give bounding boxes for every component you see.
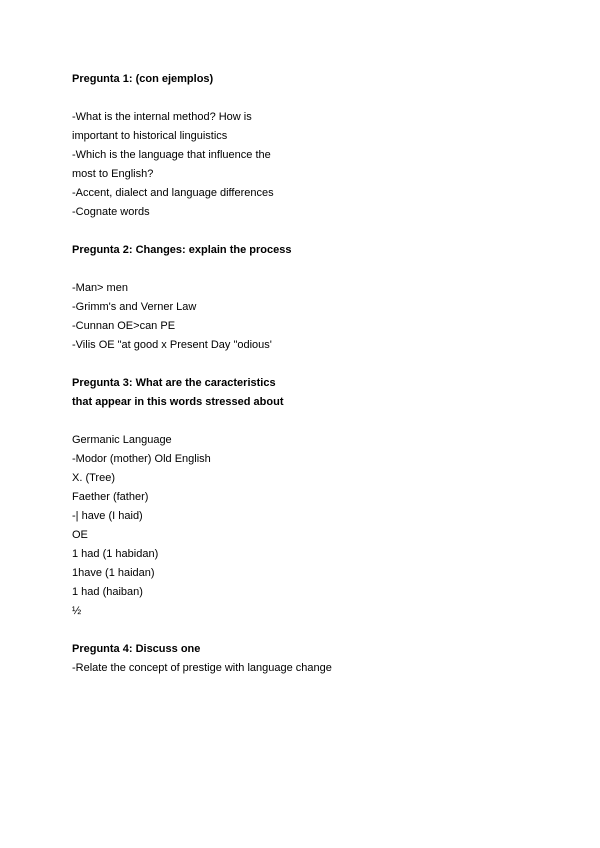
question-1-heading: Pregunta 1: (con ejemplos)	[72, 73, 214, 85]
question-3-heading-line-1: Pregunta 3: What are the caracteristics	[72, 377, 276, 389]
question-2-heading: Pregunta 2: Changes: explain the process	[72, 244, 292, 256]
question-2-line: -Cunnan OE>can PE	[72, 320, 176, 332]
question-3-line: 1 had (haiban)	[72, 586, 143, 598]
spacer	[72, 89, 532, 108]
question-3-line: OE	[72, 529, 88, 541]
spacer	[72, 412, 532, 431]
question-1-line: -Which is the language that influence the	[72, 149, 271, 161]
question-1-line: most to English?	[72, 168, 154, 180]
question-1-line: -What is the internal method? How is	[72, 111, 252, 123]
question-3-line: X. (Tree)	[72, 472, 115, 484]
question-2-line: -Grimm's and Verner Law	[72, 301, 197, 313]
document-content	[72, 70, 532, 697]
question-4-heading: Pregunta 4: Discuss one	[72, 643, 201, 655]
question-1-line: -Cognate words	[72, 206, 150, 218]
question-3-line: 1have (1 haidan)	[72, 567, 155, 579]
question-3-line: 1 had (1 habidan)	[72, 548, 159, 560]
question-3-line: ½	[72, 605, 82, 617]
question-3-heading-line-2: that appear in this words stressed about	[72, 396, 284, 408]
question-2-line: -Man> men	[72, 282, 128, 294]
spacer	[72, 260, 532, 279]
question-3-line: Germanic Language	[72, 434, 172, 446]
question-3-line: -| have (I haid)	[72, 510, 143, 522]
question-1-line: -Accent, dialect and language differences	[72, 187, 274, 199]
question-4-section	[72, 640, 532, 678]
question-4-line: -Relate the concept of prestige with language change	[72, 662, 332, 674]
question-1-line: important to historical linguistics	[72, 130, 228, 142]
question-1-section	[72, 70, 532, 222]
question-2-line: -Vilis OE "at good x Present Day "odious'	[72, 339, 272, 351]
question-3-line: -Modor (mother) Old English	[72, 453, 211, 465]
question-3-section	[72, 374, 532, 621]
question-3-line: Faether (father)	[72, 491, 149, 503]
question-2-section	[72, 241, 532, 355]
